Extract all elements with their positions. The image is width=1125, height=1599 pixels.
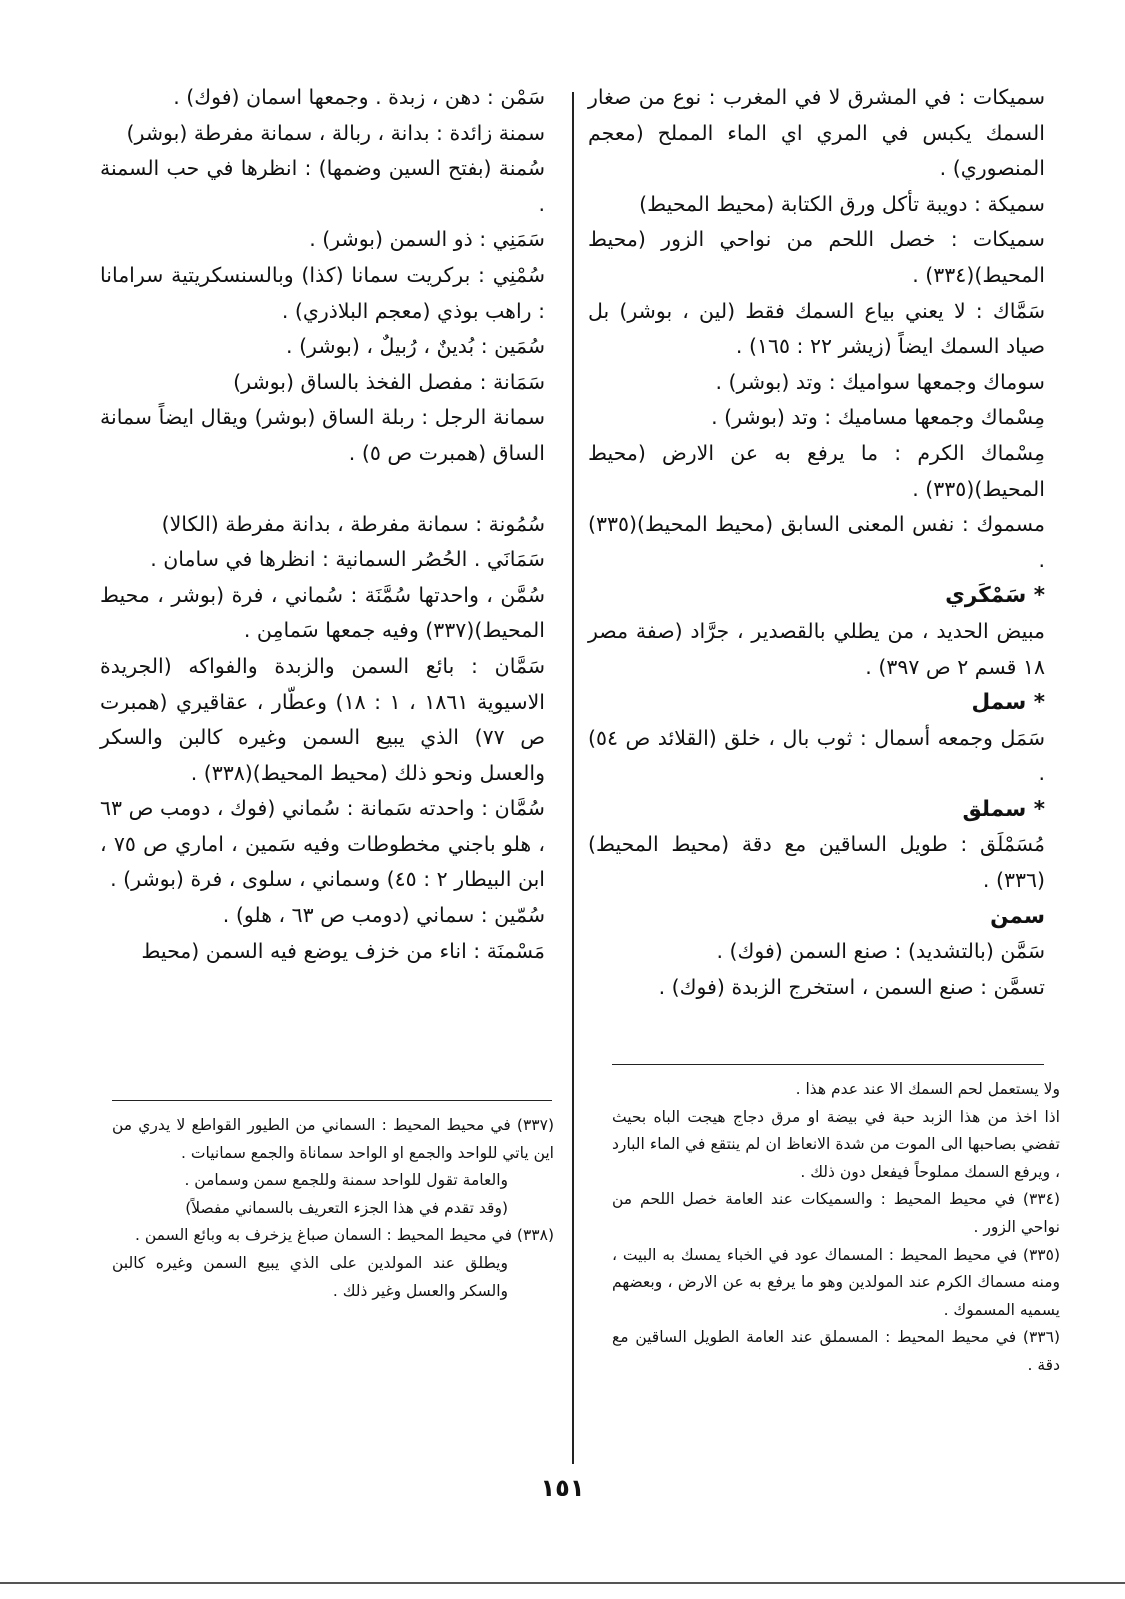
footnotes-right bbox=[612, 1076, 1060, 1380]
entry-summan: سُمَّن ، واحدتها سُمَّنَة : سُماني ، فرة (بوشر ، محيط المحيط)(٣٣٧) وفيه جمعها سَمامِن . bbox=[100, 582, 545, 643]
entry-summin: سُمّين : سماني (دومب ص ٦٣ ، هلو) . bbox=[222, 903, 545, 928]
footnote-rule-left bbox=[112, 1100, 552, 1101]
entry-samman-seller: سَمَّان : بائع السمن والزبدة والفواكه (الجريدة الاسيوية ١٨٦١ ، ١ : ١٨) وعطّار ، عقاقيري (همبرت ص ٧٧) الذي يبيع السمن وغيره كالبن والسكر والعسل ونحو ذلك (محيط المحيط)(٣٣٨) . bbox=[100, 653, 545, 785]
footnote-continued-1: ولا يستعمل لحم السمك الا عند عدم هذا . bbox=[795, 1080, 1060, 1098]
scan-bottom-edge bbox=[0, 1582, 1125, 1584]
entry-samman: سَمَّن (بالتشديد) : صنع السمن (فوك) . bbox=[716, 939, 1045, 964]
heading-samlaq: * سملق bbox=[962, 796, 1045, 822]
entry-mismak: مِسْماك وجمعها مساميك : وتد (بوشر) . bbox=[711, 405, 1045, 430]
footnote-337: (٣٣٧) في محيط المحيط : السماني من الطيور القواطع لا يدري من اين ياتي للواحد والجمع او الواحد سماناة والجمع سمانيات . bbox=[112, 1116, 554, 1162]
entry-tasamman: تسمَّن : صنع السمن ، استخرج الزبدة (فوك) . bbox=[658, 974, 1045, 999]
footnote-335: (٣٣٥) في محيط المحيط : المسماك عود في الخباء يمسك به البيت ، ومنه مسماك الكرم عند المولدين وهو ما يرفع به عن الارض ، وبعضهم يسميه المسموك . bbox=[612, 1245, 1060, 1319]
footnote-337-cont-2: (وقد تقدم في هذا الجزء التعريف بالسماني مفصلاً) bbox=[185, 1198, 508, 1217]
entry-summan-quail: سُمَّان : واحدته سَمانة : سُماني (فوك ، دومب ص ٦٣ ، هلو باجني مخطوطات وفيه سَمين ، اماري ص ٧٥ ، ابن البيطار ٢ : ٤٥) وسماني ، سلوى ، فرة (بوشر) . bbox=[100, 796, 545, 892]
footnote-337-cont-1: والعامة تقول للواحد سمنة وللجمع سمن وسمامن . bbox=[184, 1171, 508, 1190]
footnote-rule-right bbox=[612, 1064, 1044, 1065]
heading-samal: * سمل bbox=[971, 690, 1045, 716]
entry-samani-fat: سَمَنِي : ذو السمن (بوشر) . bbox=[309, 227, 545, 252]
entry-masmuk: مسموك : نفس المعنى السابق (محيط المحيط)(٣٣٥) . bbox=[588, 512, 1045, 572]
entry-samikat-flesh: سميكات : خصل اللحم من نواحي الزور (محيط المحيط)(٣٣٤) . bbox=[588, 227, 1045, 287]
heading-saman: سمن bbox=[990, 903, 1045, 929]
footnote-334: (٣٣٤) في محيط المحيط : والسميكات عند العامة خصل اللحم من نواحي الزور . bbox=[612, 1190, 1060, 1236]
entry-mismak-karm: مِسْماك الكرم : ما يرفع به عن الارض (محيط المحيط)(٣٣٥) . bbox=[588, 440, 1045, 501]
paragraph-gap bbox=[100, 472, 545, 507]
entry-sammak: سَمَّاك : لا يعني بياع السمك فقط (لين ، بوشر) بل صياد السمك ايضاً (زيشر ٢٢ : ١٦٥) . bbox=[588, 298, 1045, 359]
entry-samal: سَمَل وجمعه أسمال : ثوب بال ، خلق (القلائد ص ٥٤) . bbox=[588, 725, 1045, 786]
footnotes-left bbox=[112, 1112, 554, 1305]
footnote-338: (٣٣٨) في محيط المحيط : السمان صباغ يزخرف به وبائع السمن . bbox=[135, 1226, 554, 1245]
entry-sumna: سُمنة (بفتح السين وضمها) : انظرها في حب السمنة . bbox=[100, 156, 545, 216]
entry-samikat-fish: سميكات : في المشرق لا في المغرب : نوع من صغار السمك يكبس في المري اي الماء المملح (معجم المنصوري) . bbox=[588, 85, 1045, 181]
entry-sumuna: سُمُونة : سمانة مفرطة ، بدانة مفرطة (الكالا) bbox=[161, 511, 545, 536]
right-column bbox=[588, 80, 1045, 1005]
entry-sumni: سُمْنِي : بركريت سمانا (كذا) وبالسنسكريتية سرامانا : راهب بوذي (معجم البلاذري) . bbox=[100, 262, 545, 323]
entry-sumayn: سُمَين : بُدينٌ ، رُبيلٌ ، (بوشر) . bbox=[286, 334, 545, 359]
left-column bbox=[100, 80, 545, 969]
entry-samana: سَمَانة : مفصل الفخذ بالساق (بوشر) bbox=[233, 369, 545, 394]
entry-samika: سميكة : دويبة تأكل ورق الكتابة (محيط المحيط) bbox=[639, 191, 1045, 216]
footnote-continued-2: اذا اخذ من هذا الزبد حبة في بيضة او مرق دجاج هيجت الباه بحيث تفضي بصاحبها الى الموت من شدة الانعاظ ان لم ينتقع في الماء البارد ، ويرفع السمك مملوحاً فيفعل دون ذلك . bbox=[612, 1107, 1060, 1181]
page-number: ١٥١ bbox=[540, 1474, 585, 1502]
entry-masmana: مَسْمنَة : اناء من خزف يوضع فيه السمن (محيط bbox=[141, 938, 545, 963]
column-divider bbox=[572, 92, 574, 1464]
footnote-338-cont: ويطلق عند المولدين على الذي يبيع السمن وغيره كالبن والسكر والعسل وغير ذلك . bbox=[112, 1253, 508, 1300]
entry-sumak: سوماك وجمعها سواميك : وتد (بوشر) . bbox=[715, 369, 1045, 394]
entry-samana-rijl: سمانة الرجل : ربلة الساق (بوشر) ويقال ايضاً سمانة الساق (همبرت ص ٥) . bbox=[100, 405, 545, 465]
entry-musamlaq: مُسَمْلَق : طويل الساقين مع دقة (محيط المحيط)(٣٣٦) . bbox=[588, 832, 1045, 893]
footnote-336: (٣٣٦) في محيط المحيط : المسملق عند العامة الطويل الساقين مع دقة . bbox=[612, 1328, 1060, 1374]
entry-samkari: مبيض الحديد ، من يطلي بالقصدير ، جرَّاد (صفة مصر ١٨ قسم ٢ ص ٣٩٧) . bbox=[588, 618, 1045, 679]
entry-samani-husur: سَمَانَي . الحُصُر السمانية : انظرها في سامان . bbox=[150, 547, 545, 572]
entry-samn: سَمْن : دهن ، زبدة . وجمعها اسمان (فوك) . bbox=[173, 85, 545, 109]
entry-samna-zaida: سمنة زائدة : بدانة ، ربالة ، سمانة مفرطة (بوشر) bbox=[126, 120, 545, 145]
heading-samkari: * سَمْكَري bbox=[945, 583, 1045, 609]
